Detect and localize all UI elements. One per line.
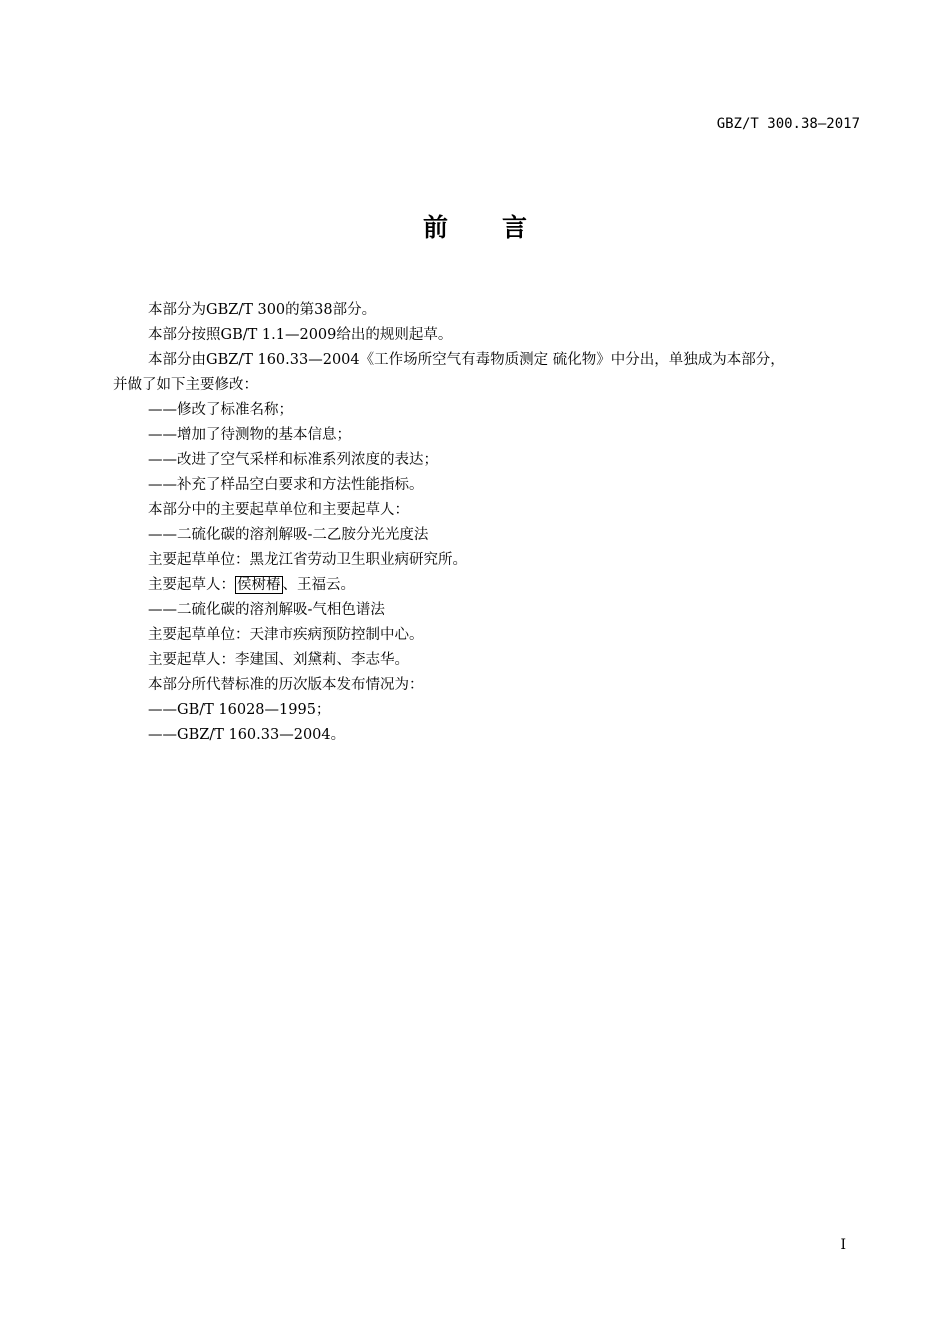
paragraph-origin-line1: 本部分由GBZ/T 160.33—2004《工作场所空气有毒物质测定 硫化物》中分出，单独成为本部分， [148,352,785,368]
change-item: ——增加了待测物的基本信息； [148,427,351,443]
method-1-people-rest: 、王福云。 [282,577,355,593]
change-item: ——补充了样品空白要求和方法性能指标。 [148,477,424,493]
method-1-unit: 主要起草单位：黑龙江省劳动卫生职业病研究所。 [148,552,467,568]
highlighted-name: 侯树椿 [237,577,281,593]
paragraph-drafting-rules: 本部分按照GB/T 1.1—2009给出的规则起草。 [148,327,453,343]
method-2-people: 主要起草人：李建国、刘黛莉、李志华。 [148,652,409,668]
page-title-char-2: 言 [502,213,528,242]
page-number: I [840,1237,846,1253]
page-title-char-1: 前 [422,213,448,242]
change-item: ——修改了标准名称； [148,402,293,418]
history-item: ——GB/T 16028—1995； [148,702,331,718]
method-2-title: ——二硫化碳的溶剂解吸-气相色谱法 [148,602,385,618]
change-item: ——改进了空气采样和标准系列浓度的表达； [148,452,438,468]
foreword-body [113,298,863,748]
standard-code-header: GBZ/T 300.38—2017 [716,116,860,132]
method-1-people-label: 主要起草人： [148,577,235,593]
paragraph-part-number: 本部分为GBZ/T 300的第38部分。 [148,302,377,318]
method-2-unit: 主要起草单位：天津市疾病预防控制中心。 [148,627,424,643]
method-1-people [113,573,863,598]
drafters-intro: 本部分中的主要起草单位和主要起草人： [148,502,409,518]
paragraph-origin-line2: 并做了如下主要修改： [113,377,258,393]
history-item: ——GBZ/T 160.33—2004。 [148,727,346,743]
page-title [0,211,950,245]
method-1-title: ——二硫化碳的溶剂解吸-二乙胺分光光度法 [148,527,429,543]
history-intro: 本部分所代替标准的历次版本发布情况为： [148,677,424,693]
